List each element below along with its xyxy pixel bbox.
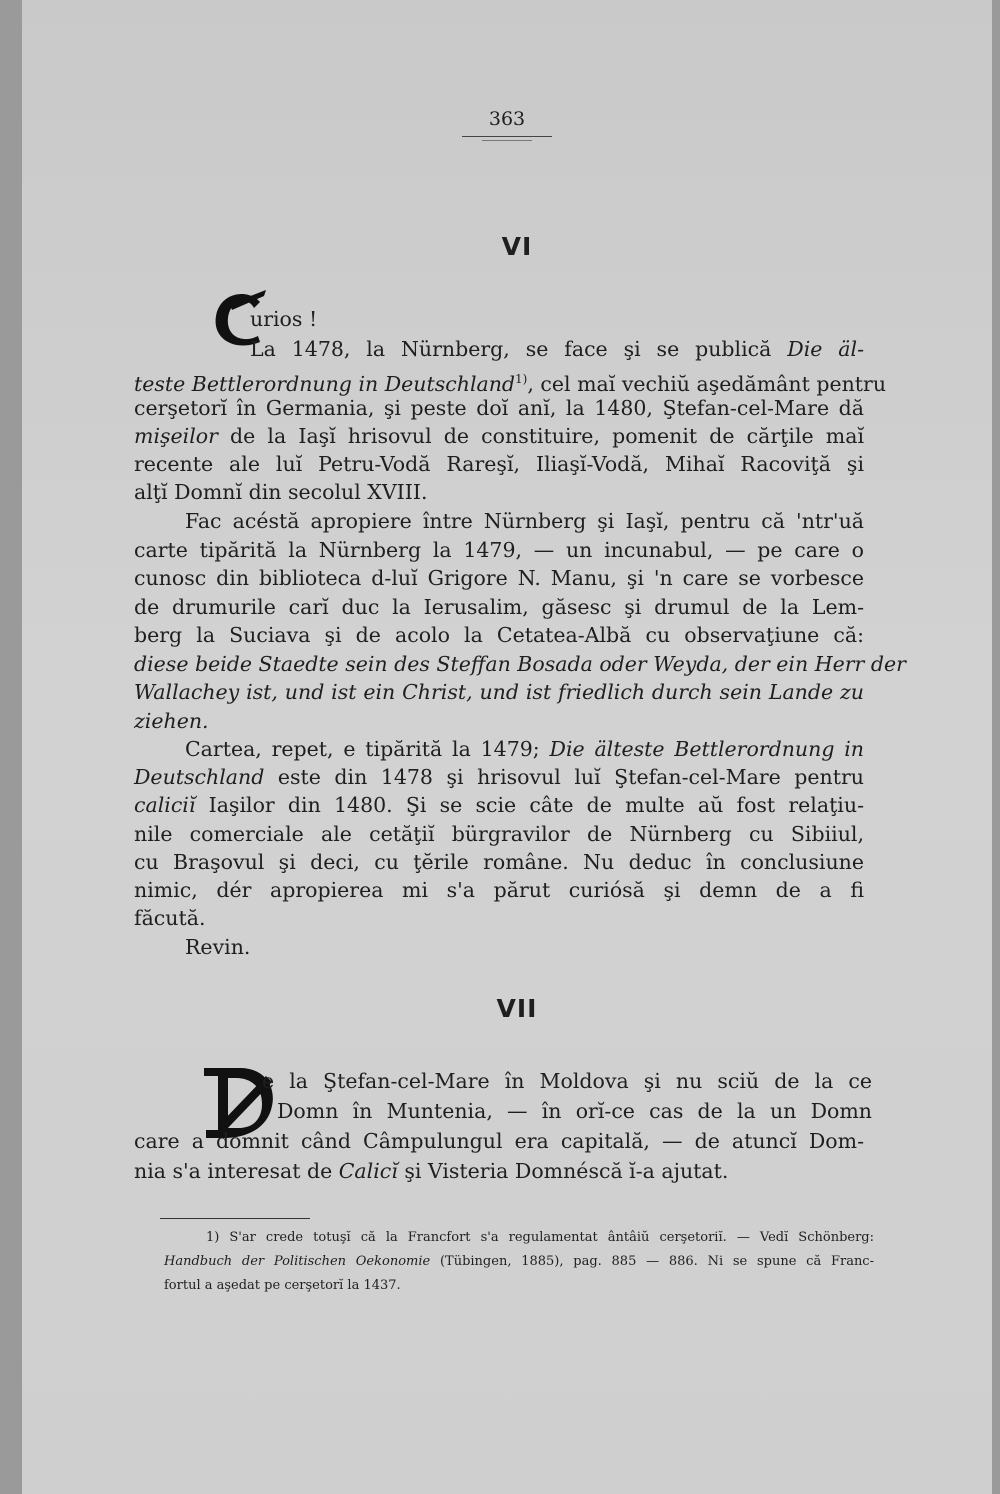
footnote-marker: 1) bbox=[515, 372, 528, 386]
italic-text: Wallachey ist, und ist ein Christ, und ist friedlich durch sein Lande zu bbox=[134, 680, 864, 704]
text-line: Revin. bbox=[185, 935, 251, 959]
text-line: berg la Suciava şi de acolo la Cetatea-Albă cu observaţiune că: bbox=[134, 623, 864, 647]
text-line: alţĭ Domnĭ din secolul XVIII. bbox=[134, 480, 428, 504]
section-heading-vi: VI bbox=[501, 232, 533, 261]
text-line: e la Ştefan-cel-Mare în Moldova şi nu sciŭ de la ce bbox=[262, 1069, 872, 1093]
italic-text: diese beide Staedte sein des Steffan Bosada oder Weyda, der ein Herr der bbox=[134, 652, 906, 676]
footnote-line: fortul a aşedat pe cerşetorĭ la 1437. bbox=[164, 1278, 401, 1293]
text-line: care a domnit când Câmpulungul era capitală, — de atuncĭ Dom- bbox=[134, 1129, 864, 1153]
italic-text: teste Bettlerordnung in Deutschland bbox=[134, 371, 516, 396]
text-line: Domn în Muntenia, — în orĭ-ce cas de la un Domn bbox=[277, 1099, 872, 1123]
footnote-line: 1) S'ar crede totuşĭ că la Francfort s'a regulamentat ântâiŭ cerşetoriĭ. — Vedĭ Schönberg: bbox=[206, 1230, 874, 1245]
text-line bbox=[134, 679, 864, 705]
text-line: Cartea, repet, e tipărită la 1479; Die älteste Bettlerordnung in bbox=[185, 737, 864, 761]
text-line bbox=[134, 708, 864, 734]
italic-text: Deutschland bbox=[134, 765, 265, 789]
text-line: teste Bettlerordnung in Deutschland$^{1)}$, cel maĭ vechiŭ aşedământ pentru bbox=[134, 371, 887, 396]
text-line: cerşetorĭ în Germania, şi peste doĭ anĭ, la 1480, Ştefan-cel-Mare dă bbox=[134, 396, 864, 420]
page-number: 363 bbox=[488, 108, 526, 130]
book-page bbox=[22, 0, 992, 1494]
text-line: nimic, dér apropierea mi s'a părut curiósă şi demn de a fi bbox=[134, 878, 864, 902]
section-heading-vii: VII bbox=[496, 994, 538, 1023]
text-line: mişeilor de la Iaşĭ hrisovul de constituire, pomenit de cărţile maĭ bbox=[134, 424, 864, 448]
italic-text: Die älteste Bettlerordnung in bbox=[549, 737, 864, 761]
text-line: cu Braşovul şi deci, cu ţĕrile române. Nu deduc în conclusiune bbox=[134, 850, 864, 874]
text-line: urios ! bbox=[250, 307, 318, 331]
text-line: nile comerciale ale cetăţiĭ bürgravilor de Nürnberg cu Sibiiul, bbox=[134, 822, 864, 846]
text-line bbox=[134, 651, 906, 677]
text-line: caliciĭ Iaşilor din 1480. Şi se scie câte de multe aŭ fost relaţiu- bbox=[134, 793, 864, 817]
italic-text: mişeilor bbox=[134, 424, 218, 448]
text-line: făcută. bbox=[134, 906, 206, 930]
text-line: de drumurile carĭ duc la Ierusalim, găsesc şi drumul de la Lem- bbox=[134, 595, 864, 619]
text-line: La 1478, la Nürnberg, se face şi se publică Die äl- bbox=[250, 337, 864, 361]
text-line: recente ale luĭ Petru-Vodă Rareşĭ, Iliaşĭ-Vodă, Mihaĭ Racoviţă şi bbox=[134, 452, 864, 476]
italic-text: Calicĭ bbox=[338, 1159, 398, 1183]
italic-text: caliciĭ bbox=[134, 793, 196, 817]
italic-text: Die äl- bbox=[787, 337, 864, 361]
italic-text: Handbuch der Politischen Oekonomie bbox=[164, 1254, 431, 1269]
footnote-rule bbox=[160, 1218, 310, 1219]
text-line: nia s'a interesat de Calicĭ şi Visteria Domnéscă ĭ-a ajutat. bbox=[134, 1159, 729, 1183]
text-line: Deutschland este din 1478 şi hrisovul luĭ Ştefan-cel-Mare pentru bbox=[134, 765, 864, 789]
page-number-rule bbox=[462, 136, 552, 137]
footnote-line: Handbuch der Politischen Oekonomie (Tübingen, 1885), pag. 885 — 886. Ni se spune că Franc- bbox=[164, 1254, 874, 1269]
text-line: cunosc din biblioteca d-luĭ Grigore N. Manu, şi 'n care se vorbesce bbox=[134, 566, 864, 590]
italic-text: ziehen. bbox=[134, 709, 209, 733]
text-line: carte tipărită la Nürnberg la 1479, — un incunabul, — pe care o bbox=[134, 538, 864, 562]
page-number-rule-short bbox=[482, 140, 532, 141]
text-line: Fac acéstă apropiere între Nürnberg şi Iaşĭ, pentru că 'ntr'uă bbox=[185, 509, 864, 533]
